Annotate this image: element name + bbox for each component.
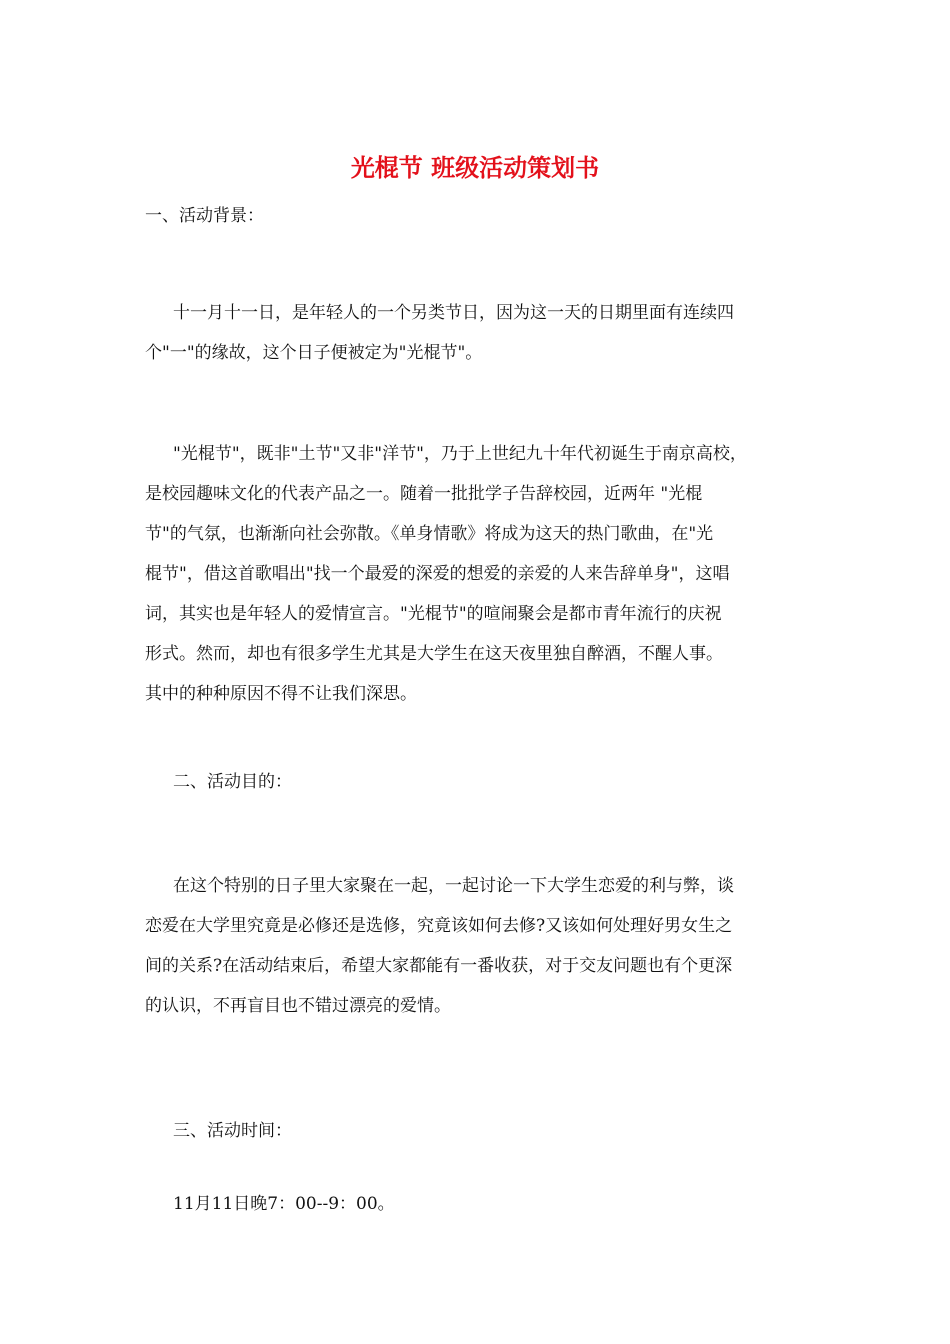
section2-heading: 二、活动目的： [173, 772, 292, 792]
section3-heading: 三、活动时间： [173, 1121, 292, 1141]
paragraph-line: 其中的种种原因不得不让我们深思。 [145, 684, 417, 704]
paragraph-line: 形式。然而，却也有很多学生尤其是大学生在这天夜里独自醉酒，不醒人事。 [145, 644, 723, 664]
paragraph-line: 词，其实也是年轻人的爱情宣言。"光棍节"的喧闹聚会是都市青年流行的庆祝 [145, 604, 722, 624]
section1-paragraph2 [145, 434, 815, 714]
section2-paragraph [145, 866, 815, 1026]
paragraph-line: 棍节"，借这首歌唱出"找一个最爱的深爱的想爱的亲爱的人来告辞单身"，这唱 [145, 564, 730, 584]
paragraph-line: 的认识，不再盲目也不错过漂亮的爱情。 [145, 996, 451, 1016]
section3-paragraph: 11月11日晚7：00--9：00。 [173, 1194, 395, 1214]
section1-paragraph1 [145, 293, 815, 373]
paragraph-line: 间的关系?在活动结束后，希望大家都能有一番收获，对于交友问题也有个更深 [145, 956, 733, 976]
paragraph-line: 恋爱在大学里究竟是必修还是选修，究竟该如何去修?又该如何处理好男女生之 [145, 916, 733, 936]
paragraph-line: 十一月十一日，是年轻人的一个另类节日，因为这一天的日期里面有连续四 [173, 303, 734, 323]
paragraph-line: 个"一"的缘故，这个日子便被定为"光棍节"。 [145, 343, 483, 363]
paragraph-line: "光棍节"，既非"土节"又非"洋节"，乃于上世纪九十年代初诞生于南京高校， [173, 444, 747, 464]
paragraph-line: 节"的气氛，也渐渐向社会弥散。《单身情歌》将成为这天的热门歌曲，在"光 [145, 524, 714, 544]
document-title: 光棍节 班级活动策划书 [350, 153, 600, 182]
paragraph-line: 是校园趣味文化的代表产品之一。随着一批批学子告辞校园，近两年 "光棍 [145, 484, 703, 504]
section1-heading: 一、活动背景： [145, 206, 264, 226]
paragraph-line: 在这个特别的日子里大家聚在一起，一起讨论一下大学生恋爱的利与弊，谈 [173, 876, 734, 896]
